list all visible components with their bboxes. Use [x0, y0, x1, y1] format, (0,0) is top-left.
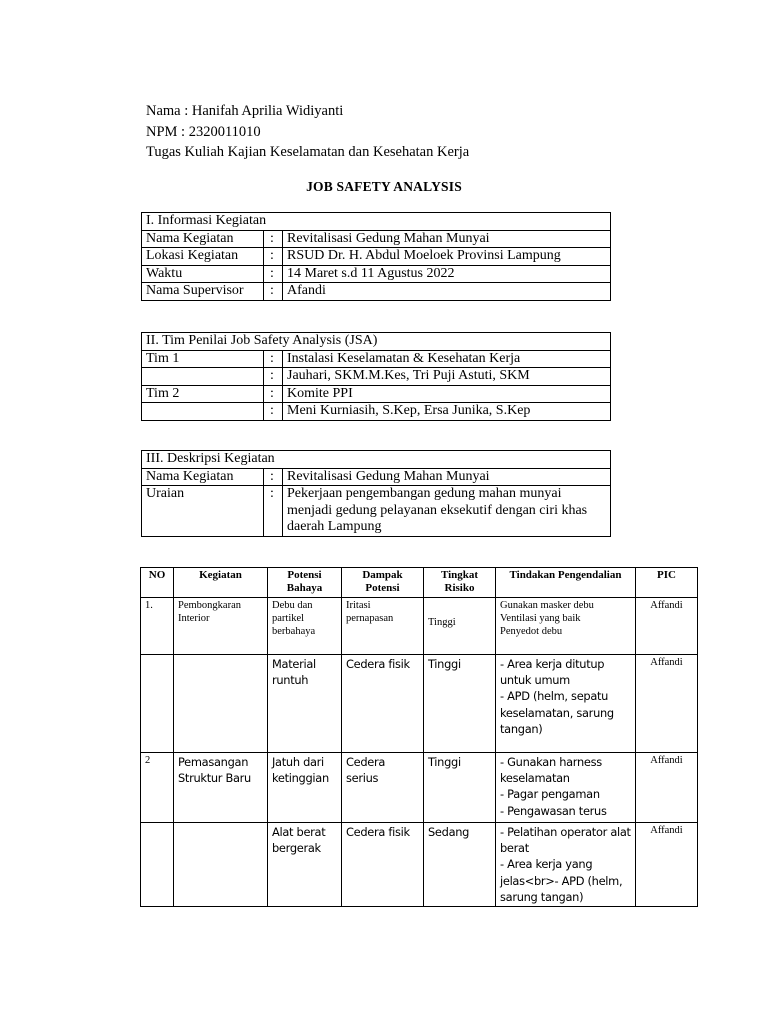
row-label: Tim 2 — [142, 385, 264, 403]
row-separator: : — [264, 265, 283, 283]
row-separator: : — [264, 230, 283, 248]
row-label: Tim 1 — [142, 350, 264, 368]
cell-dampak: Cedera fisik — [342, 823, 424, 907]
jsa-table — [140, 567, 698, 907]
row-label: Nama Supervisor — [142, 283, 264, 301]
cell-kegiatan: Pembongkaran Interior — [174, 598, 268, 655]
cell-pic: Affandi — [636, 598, 698, 655]
cell-tingkat: Tinggi — [424, 598, 496, 655]
control-measure: - Gunakan harness keselamatan — [500, 755, 602, 786]
row-separator: : — [264, 385, 283, 403]
cell-no — [141, 823, 174, 907]
control-measure: - Area kerja yang jelas<br>- APD (helm, sarung tangan) — [500, 857, 623, 904]
cell-potensi: Jatuh dari ketinggian — [268, 753, 342, 823]
table-row — [142, 403, 611, 421]
table-row — [142, 248, 611, 266]
cell-no: 2 — [141, 753, 174, 823]
cell-no: 1. — [141, 598, 174, 655]
row-label: Nama Kegiatan — [142, 230, 264, 248]
table-row — [142, 350, 611, 368]
row-label: Lokasi Kegiatan — [142, 248, 264, 266]
control-measure: - Pagar pengaman — [500, 787, 600, 802]
row-value: Pekerjaan pengembangan gedung mahan munyai menjadi gedung pelayanan eksekutif dengan ciri khas daerah Lampung — [283, 486, 611, 537]
cell-tindakan — [496, 753, 636, 823]
table-row — [141, 823, 698, 907]
cell-pic: Affandi — [636, 823, 698, 907]
row-value: Meni Kurniasih, S.Kep, Ersa Junika, S.Kep — [283, 403, 611, 421]
row-value: RSUD Dr. H. Abdul Moeloek Provinsi Lampung — [283, 248, 611, 266]
cell-potensi: Debu dan partikel berbahaya — [268, 598, 342, 655]
table-row — [142, 385, 611, 403]
row-label: Nama Kegiatan — [142, 468, 264, 486]
cell-no — [141, 655, 174, 753]
control-measure: Gunakan masker debu — [500, 600, 594, 611]
column-header-dampak: Dampak Potensi — [342, 568, 424, 598]
row-value: Revitalisasi Gedung Mahan Munyai — [283, 230, 611, 248]
cell-kegiatan — [174, 655, 268, 753]
assessment-team-table — [141, 332, 611, 421]
cell-tingkat: Sedang — [424, 823, 496, 907]
section-heading: II. Tim Penilai Job Safety Analysis (JSA) — [142, 333, 611, 351]
row-label: Waktu — [142, 265, 264, 283]
column-header-no: NO — [141, 568, 174, 598]
row-separator: : — [264, 368, 283, 386]
row-label: Uraian — [142, 486, 264, 537]
cell-tindakan — [496, 598, 636, 655]
activity-description-table — [141, 450, 611, 537]
table-header-row — [141, 568, 698, 598]
control-measure: - APD (helm, sepatu keselamatan, sarung tangan) — [500, 689, 614, 736]
cell-dampak: Cedera fisik — [342, 655, 424, 753]
table-row — [142, 468, 611, 486]
row-value: Jauhari, SKM.M.Kes, Tri Puji Astuti, SKM — [283, 368, 611, 386]
table-row — [142, 368, 611, 386]
column-header-pic: PIC — [636, 568, 698, 598]
student-npm: NPM : 2320011010 — [146, 123, 261, 140]
document-title: JOB SAFETY ANALYSIS — [306, 179, 462, 194]
cell-tindakan — [496, 655, 636, 753]
table-row — [141, 655, 698, 753]
row-value: Revitalisasi Gedung Mahan Munyai — [283, 468, 611, 486]
cell-kegiatan: Pemasangan Struktur Baru — [174, 753, 268, 823]
row-label — [142, 368, 264, 386]
row-separator: : — [264, 350, 283, 368]
control-measure: Penyedot debu — [500, 626, 563, 637]
table-row — [142, 265, 611, 283]
row-value: 14 Maret s.d 11 Agustus 2022 — [283, 265, 611, 283]
row-separator: : — [264, 486, 283, 537]
control-measure: - Pengawasan terus — [500, 803, 607, 818]
column-header-tingkat: Tingkat Risiko — [424, 568, 496, 598]
activity-info-table — [141, 212, 611, 301]
cell-dampak: Iritasi pernapasan — [342, 598, 424, 655]
column-header-potensi: Potensi Bahaya — [268, 568, 342, 598]
section-heading: I. Informasi Kegiatan — [142, 213, 611, 231]
column-header-kegiatan: Kegiatan — [174, 568, 268, 598]
cell-potensi: Material runtuh — [268, 655, 342, 753]
cell-pic: Affandi — [636, 753, 698, 823]
cell-potensi: Alat berat bergerak — [268, 823, 342, 907]
control-measure: Ventilasi yang baik — [500, 613, 581, 624]
row-separator: : — [264, 248, 283, 266]
course-title: Tugas Kuliah Kajian Keselamatan dan Kesehatan Kerja — [146, 144, 470, 160]
row-separator: : — [264, 283, 283, 301]
row-separator: : — [264, 468, 283, 486]
cell-tingkat: Tinggi — [424, 655, 496, 753]
document-header — [146, 101, 469, 163]
cell-pic: Affandi — [636, 655, 698, 753]
column-header-tindakan: Tindakan Pengendalian — [496, 568, 636, 598]
student-name: Nama : Hanifah Aprilia Widiyanti — [146, 103, 344, 119]
row-value: Instalasi Keselamatan & Kesehatan Kerja — [283, 350, 611, 368]
table-row — [141, 598, 698, 655]
table-row — [142, 230, 611, 248]
cell-dampak: Cedera serius — [342, 753, 424, 823]
row-separator: : — [264, 403, 283, 421]
row-label — [142, 403, 264, 421]
section-heading: III. Deskripsi Kegiatan — [142, 451, 611, 469]
control-measure: - Pelatihan operator alat berat — [500, 825, 631, 856]
cell-kegiatan — [174, 823, 268, 907]
row-value: Afandi — [283, 283, 611, 301]
cell-tingkat: Tinggi — [424, 753, 496, 823]
control-measure: - Area kerja ditutup untuk umum — [500, 657, 605, 688]
table-row — [141, 753, 698, 823]
table-row — [142, 283, 611, 301]
cell-tindakan — [496, 823, 636, 907]
row-value: Komite PPI — [283, 385, 611, 403]
table-row — [142, 486, 611, 537]
